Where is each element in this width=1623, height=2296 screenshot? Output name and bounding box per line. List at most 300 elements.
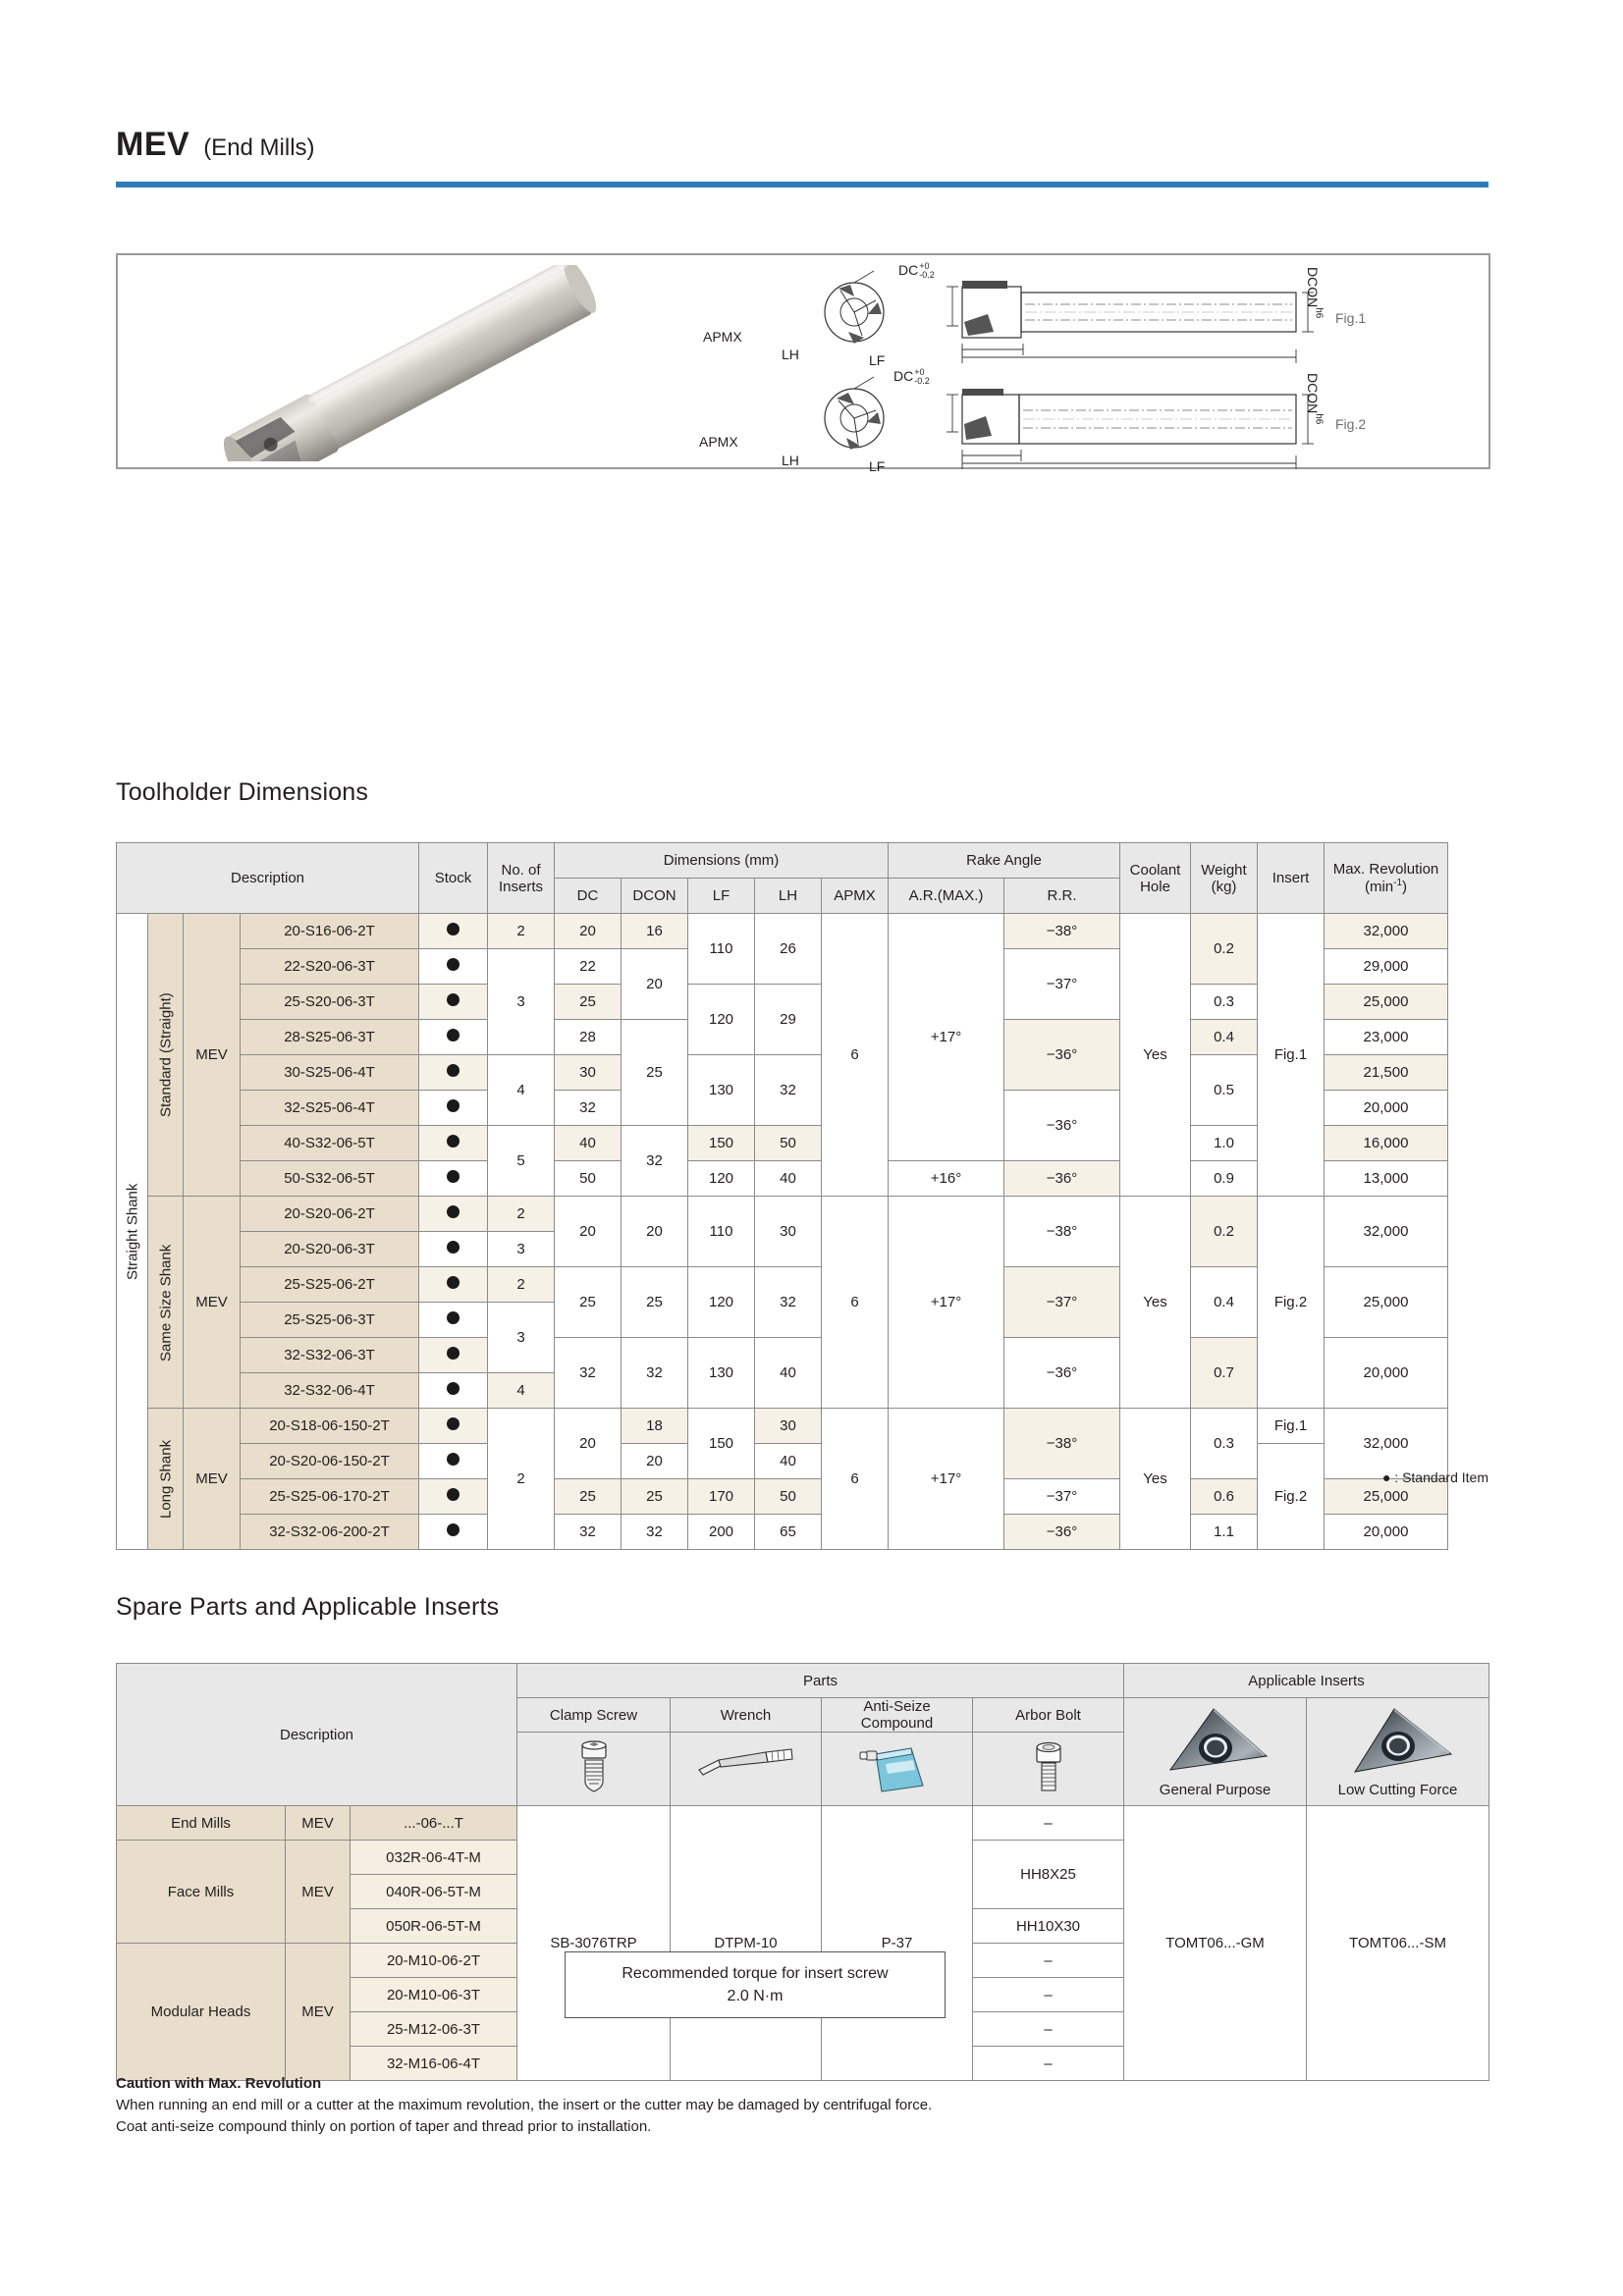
row-desc: 30-S25-06-4T [241, 1055, 419, 1091]
fig2-dc-label [893, 368, 930, 387]
clamp-screw-icon [574, 1738, 614, 1795]
row-dc: 32 [555, 1338, 622, 1409]
title-divider [116, 182, 1488, 187]
clamp-screw-icon-cell [517, 1733, 671, 1806]
row-stock [419, 1055, 488, 1091]
standard-item-dot [447, 923, 460, 935]
th-parts-group: Parts [517, 1664, 1124, 1698]
group-end-mills: End Mills [117, 1806, 286, 1841]
row-dcon: 16 [622, 914, 688, 949]
row-dcon: 20 [622, 949, 688, 1020]
row-rr: −38° [1004, 1197, 1120, 1267]
group-modular-heads: Modular Heads [117, 1944, 286, 2081]
table-row [117, 1161, 1448, 1197]
row-desc: 20-S18-06-150-2T [241, 1409, 419, 1444]
fig1-dc-text: DC [898, 262, 919, 279]
row-lf: 150 [688, 1126, 755, 1161]
row-dcon: 25 [622, 1479, 688, 1515]
fig1-dc-tol-up: +0 [919, 261, 930, 271]
arbor-bolt-icon-cell [973, 1733, 1124, 1806]
table-row [117, 985, 1448, 1020]
standard-item-dot [447, 1276, 460, 1289]
row-stock [419, 1161, 488, 1197]
row-stock [419, 1303, 488, 1338]
table-row [117, 1126, 1448, 1161]
row-weight: 0.4 [1191, 1020, 1258, 1055]
torque-note-line1: Recommended torque for insert screw [622, 1964, 889, 1982]
wrench-icon-cell [671, 1733, 822, 1806]
th-no-of-inserts-l1: No. of [501, 861, 541, 879]
fig1-dcon-text: DCON [1305, 267, 1321, 308]
th-max-rev-l3: ) [1402, 879, 1408, 895]
row-lh: 40 [755, 1444, 822, 1479]
fig1-dcon-label [1305, 267, 1325, 318]
low-cutting-force-insert-icon [1339, 1705, 1457, 1778]
row-lf: 120 [688, 985, 755, 1055]
standard-item-dot [447, 1205, 460, 1218]
row-inserts: 2 [488, 1267, 555, 1303]
standard-item-dot [447, 1170, 460, 1183]
table-row [117, 1267, 1448, 1303]
th-apmx: APMX [822, 879, 889, 914]
row-desc: 20-S16-06-2T [241, 914, 419, 949]
row-lh: 30 [755, 1409, 822, 1444]
cell-arbor-bolt: – [973, 1944, 1124, 1978]
row-dc: 32 [555, 1515, 622, 1550]
general-purpose-insert-icon [1157, 1705, 1274, 1778]
cell-arbor-bolt: – [973, 2047, 1124, 2081]
cell-wrench: DTPM-10 [671, 1806, 822, 2081]
row-dcon: 18 [622, 1409, 688, 1444]
row-stock [419, 1444, 488, 1479]
row-stock [419, 1197, 488, 1232]
th-anti-seize-l2: Compound [860, 1715, 934, 1732]
row-dc: 25 [555, 985, 622, 1020]
section-same-size-shank: Same Size Shank [148, 1197, 184, 1409]
series-label-same-size: MEV [184, 1197, 241, 1409]
toolholder-dimensions-table [116, 842, 1448, 1550]
row-rr: −37° [1004, 949, 1120, 1020]
row-dcon: 20 [622, 1444, 688, 1479]
row-rr: −36° [1004, 1161, 1120, 1197]
row-inserts: 4 [488, 1373, 555, 1409]
row-stock [419, 1515, 488, 1550]
spare-header-row-1 [117, 1664, 1489, 1698]
row-dc: 20 [555, 1197, 622, 1267]
fig2-dcon-text: DCON [1305, 373, 1321, 414]
th-dimensions-group: Dimensions (mm) [555, 843, 889, 879]
row-dcon: 32 [622, 1126, 688, 1197]
table-row [117, 1338, 1448, 1373]
row-weight: 0.5 [1191, 1055, 1258, 1126]
fig1-drawing [805, 267, 1492, 365]
th-rake-angle-group: Rake Angle [889, 843, 1120, 879]
series-label-end-mills: MEV [286, 1806, 351, 1841]
row-lh: 26 [755, 914, 822, 985]
row-maxrev: 32,000 [1325, 914, 1448, 949]
standard-item-dot [447, 1029, 460, 1041]
th-weight-l1: Weight [1201, 861, 1247, 879]
row-desc: 40-S32-06-5T [241, 1126, 419, 1161]
row-ar: +16° [889, 1161, 1004, 1197]
low-cutting-force-label: Low Cutting Force [1337, 1782, 1458, 1798]
torque-note-box [565, 1951, 946, 2018]
row-stock [419, 1373, 488, 1409]
fig2-dcon-label [1305, 373, 1325, 424]
row-stock [419, 1020, 488, 1055]
caution-line-1: When running an end mill or a cutter at the maximum revolution, the insert or the cutter may be damaged by centrifugal force. [116, 2096, 933, 2113]
table-row [117, 914, 1448, 949]
fig1-lf-label: LF [869, 352, 886, 368]
caution-line-2: Coat anti-seize compound thinly on portion of taper and thread prior to installation. [116, 2117, 652, 2135]
fig2-dcon-sup: h6 [1313, 413, 1325, 425]
th-anti-seize-compound [822, 1698, 973, 1733]
insert-low-cutting-force-cell [1307, 1698, 1489, 1806]
row-maxrev: 20,000 [1325, 1091, 1448, 1126]
fig2-caption: Fig.2 [1335, 416, 1367, 432]
row-weight: 0.9 [1191, 1161, 1258, 1197]
row-stock [419, 1232, 488, 1267]
row-dc: 50 [555, 1161, 622, 1197]
row-desc: 22-S20-06-3T [241, 949, 419, 985]
table-row [117, 1055, 1448, 1091]
th-no-of-inserts-l2: Inserts [498, 878, 543, 895]
series-label-modular-heads: MEV [286, 1944, 351, 2081]
row-weight: 0.4 [1191, 1267, 1258, 1338]
section-standard-straight: Standard (Straight) [148, 914, 184, 1197]
row-insert: Fig.1 [1258, 1409, 1325, 1444]
row-maxrev: 29,000 [1325, 949, 1448, 985]
row-insert: Fig.2 [1258, 1197, 1325, 1409]
row-desc: 20-S20-06-2T [241, 1197, 419, 1232]
row-maxrev: 25,000 [1325, 985, 1448, 1020]
fig2-dc-tol-dn: -0.2 [914, 376, 930, 387]
row-inserts: 5 [488, 1126, 555, 1197]
row-inserts: 2 [488, 1197, 555, 1232]
series-label-face-mills: MEV [286, 1841, 351, 1944]
row-dc: 25 [555, 1479, 622, 1515]
fig1-apmx-label: APMX [703, 329, 742, 345]
th-applicable-inserts-group: Applicable Inserts [1124, 1664, 1489, 1698]
fig1-lh-label: LH [782, 347, 799, 362]
row-desc: 32-S32-06-4T [241, 1373, 419, 1409]
row-maxrev: 20,000 [1325, 1338, 1448, 1409]
cell-clamp-screw: SB-3076TRP [517, 1806, 671, 2081]
row-apmx: 6 [822, 1197, 889, 1409]
row-lf: 200 [688, 1515, 755, 1550]
row-rr: −38° [1004, 914, 1120, 949]
row-lf: 110 [688, 914, 755, 985]
table-row [117, 1515, 1448, 1550]
row-stock [419, 1126, 488, 1161]
row-maxrev: 25,000 [1325, 1267, 1448, 1338]
arbor-bolt-icon [1030, 1738, 1067, 1795]
row-ar: +17° [889, 1409, 1004, 1550]
row-stock [419, 985, 488, 1020]
th-stock: Stock [419, 843, 488, 914]
row-desc: 32-S25-06-4T [241, 1091, 419, 1126]
row-maxrev: 16,000 [1325, 1126, 1448, 1161]
th-coolant-hole [1120, 843, 1191, 914]
standard-item-dot [447, 1241, 460, 1254]
row-inserts: 3 [488, 949, 555, 1055]
wrench-icon [691, 1742, 801, 1791]
row-inserts: 2 [488, 1409, 555, 1550]
row-lh: 40 [755, 1338, 822, 1409]
row-inserts: 2 [488, 914, 555, 949]
standard-item-dot [447, 993, 460, 1006]
toolholder-heading: Toolholder Dimensions [116, 778, 369, 806]
series-label-standard: MEV [184, 914, 241, 1197]
row-lf: 120 [688, 1267, 755, 1338]
end-mill-photo [157, 265, 707, 461]
page-title [116, 126, 315, 164]
standard-item-dot [447, 1453, 460, 1466]
cell-anti-seize: P-37 [822, 1806, 973, 2081]
th-dc: DC [555, 879, 622, 914]
row-inserts: 4 [488, 1055, 555, 1126]
standard-item-dot [447, 1488, 460, 1501]
section-long-shank: Long Shank [148, 1409, 184, 1550]
th-arbor-bolt: Arbor Bolt [973, 1698, 1124, 1733]
row-desc: 25-S25-06-170-2T [241, 1479, 419, 1515]
cell-arbor-bolt: – [973, 2012, 1124, 2047]
spare-parts-table [116, 1663, 1489, 2081]
fig2-dc-text: DC [893, 368, 914, 385]
row-lh: 30 [755, 1197, 822, 1267]
th-clamp-screw: Clamp Screw [517, 1698, 671, 1733]
row-lf: 130 [688, 1338, 755, 1409]
th-anti-seize-l1: Anti-Seize [863, 1698, 931, 1715]
row-weight: 0.2 [1191, 1197, 1258, 1267]
group-face-mills: Face Mills [117, 1841, 286, 1944]
row-coolant: Yes [1120, 1409, 1191, 1550]
row-desc: 20-S20-06-150-2T [241, 1444, 419, 1479]
row-desc: 20-S20-06-3T [241, 1232, 419, 1267]
row-code: 25-M12-06-3T [351, 2012, 517, 2047]
fig2-apmx-label: APMX [699, 434, 738, 450]
caution-block [116, 2073, 932, 2137]
fig1-dc-tol-dn: -0.2 [919, 270, 935, 281]
row-apmx: 6 [822, 914, 889, 1197]
row-ar: +17° [889, 1197, 1004, 1409]
row-code: 32-M16-06-4T [351, 2047, 517, 2081]
row-desc: 50-S32-06-5T [241, 1161, 419, 1197]
th-no-of-inserts [488, 843, 555, 914]
series-label-long-shank: MEV [184, 1409, 241, 1550]
row-dc: 20 [555, 914, 622, 949]
row-lf: 150 [688, 1409, 755, 1479]
fig2-lf-label: LF [869, 458, 886, 474]
row-lh: 29 [755, 985, 822, 1055]
row-rr: −37° [1004, 1267, 1120, 1338]
cell-arbor-bolt: – [973, 1978, 1124, 2012]
row-maxrev: 32,000 [1325, 1197, 1448, 1267]
row-stock [419, 914, 488, 949]
row-dcon: 32 [622, 1515, 688, 1550]
page-title-main: MEV [116, 126, 190, 163]
row-code: ...-06-...T [351, 1806, 517, 1841]
standard-item-dot [447, 1135, 460, 1148]
th-rr: R.R. [1004, 879, 1120, 914]
standard-item-dot [447, 1311, 460, 1324]
standard-item-dot [447, 958, 460, 971]
row-dc: 22 [555, 949, 622, 985]
fig1-dcon-sup: h6 [1313, 307, 1325, 319]
insert-general-purpose-cell [1124, 1698, 1307, 1806]
row-dcon: 25 [622, 1267, 688, 1338]
row-weight: 0.6 [1191, 1479, 1258, 1515]
row-desc: 32-S32-06-200-2T [241, 1515, 419, 1550]
row-maxrev: 25,000 [1325, 1479, 1448, 1515]
cell-low-cutting-force-insert: TOMT06...-SM [1307, 1806, 1489, 2081]
row-code: 032R-06-4T-M [351, 1841, 517, 1875]
row-lf: 110 [688, 1197, 755, 1267]
row-lh: 50 [755, 1126, 822, 1161]
row-code: 20-M10-06-2T [351, 1944, 517, 1978]
th-max-revolution [1325, 843, 1448, 914]
group-straight-shank: Straight Shank [117, 914, 148, 1550]
row-rr: −36° [1004, 1020, 1120, 1091]
standard-item-legend: ● : Standard Item [1381, 1469, 1488, 1485]
row-dc: 20 [555, 1409, 622, 1479]
standard-item-dot [447, 1523, 460, 1536]
row-dcon: 32 [622, 1338, 688, 1409]
table-row [117, 1806, 1489, 1841]
row-weight: 1.0 [1191, 1126, 1258, 1161]
row-dc: 28 [555, 1020, 622, 1055]
row-lf: 120 [688, 1161, 755, 1197]
row-lf: 130 [688, 1055, 755, 1126]
row-dc: 30 [555, 1055, 622, 1091]
row-stock [419, 1409, 488, 1444]
row-code: 20-M10-06-3T [351, 1978, 517, 2012]
row-lf: 170 [688, 1479, 755, 1515]
spare-parts-heading: Spare Parts and Applicable Inserts [116, 1593, 500, 1621]
row-rr: −38° [1004, 1409, 1120, 1479]
row-desc: 25-S25-06-2T [241, 1267, 419, 1303]
fig2-lh-label: LH [782, 453, 799, 468]
page-title-subtitle: (End Mills) [203, 134, 315, 161]
th-max-rev-sup: -1 [1393, 878, 1403, 888]
row-stock [419, 1338, 488, 1373]
th-wrench: Wrench [671, 1698, 822, 1733]
th-lh: LH [755, 879, 822, 914]
fig2-dc-tol-up: +0 [914, 367, 925, 377]
row-insert: Fig.2 [1258, 1444, 1325, 1550]
row-lh: 50 [755, 1479, 822, 1515]
table-row [117, 1479, 1448, 1515]
row-stock [419, 949, 488, 985]
fig1-caption: Fig.1 [1335, 310, 1367, 326]
th-weight-l2: (kg) [1211, 878, 1237, 895]
row-apmx: 6 [822, 1409, 889, 1550]
torque-note-line2: 2.0 N·m [727, 1988, 784, 2004]
cell-arbor-bolt: – [973, 1806, 1124, 1841]
th-insert: Insert [1258, 843, 1325, 914]
row-rr: −37° [1004, 1479, 1120, 1515]
row-weight: 0.3 [1191, 1409, 1258, 1479]
row-desc: 25-S20-06-3T [241, 985, 419, 1020]
row-weight: 1.1 [1191, 1515, 1258, 1550]
row-desc: 28-S25-06-3T [241, 1020, 419, 1055]
fig1-dc-label [898, 262, 935, 281]
standard-item-dot [447, 1064, 460, 1077]
row-stock [419, 1479, 488, 1515]
standard-item-dot [447, 1382, 460, 1395]
standard-item-dot [447, 1417, 460, 1430]
row-coolant: Yes [1120, 1197, 1191, 1409]
row-maxrev: 23,000 [1325, 1020, 1448, 1055]
caution-title: Caution with Max. Revolution [116, 2075, 322, 2092]
row-code: 050R-06-5T-M [351, 1909, 517, 1944]
row-weight: 0.3 [1191, 985, 1258, 1020]
row-insert: Fig.1 [1258, 914, 1325, 1197]
row-weight: 0.7 [1191, 1338, 1258, 1409]
product-figure-box [116, 253, 1490, 474]
th-coolant-l1: Coolant [1129, 861, 1181, 879]
row-desc: 25-S25-06-3T [241, 1303, 419, 1338]
row-dc: 25 [555, 1267, 622, 1338]
row-desc: 32-S32-06-3T [241, 1338, 419, 1373]
th-weight [1191, 843, 1258, 914]
toolholder-header-row-1 [117, 843, 1448, 879]
row-maxrev: 13,000 [1325, 1161, 1448, 1197]
row-lh: 32 [755, 1055, 822, 1126]
row-ar: +17° [889, 914, 1004, 1161]
th-ar-max: A.R.(MAX.) [889, 879, 1004, 914]
row-stock [419, 1267, 488, 1303]
th-dcon: DCON [622, 879, 688, 914]
row-dc: 32 [555, 1091, 622, 1126]
row-lh: 65 [755, 1515, 822, 1550]
th-max-rev-l2: (min [1364, 879, 1394, 895]
table-row [117, 1197, 1448, 1232]
row-lh: 40 [755, 1161, 822, 1197]
row-rr: −36° [1004, 1515, 1120, 1550]
cell-general-purpose-insert: TOMT06...-GM [1124, 1806, 1307, 2081]
standard-item-dot [447, 1347, 460, 1360]
row-dcon: 25 [622, 1020, 688, 1126]
anti-seize-compound-icon [856, 1738, 939, 1795]
fig2-drawing [805, 373, 1492, 471]
th-description: Description [117, 843, 419, 914]
table-row [117, 1409, 1448, 1444]
row-weight: 0.2 [1191, 914, 1258, 985]
th-spare-description: Description [117, 1664, 517, 1806]
row-stock [419, 1091, 488, 1126]
row-lh: 32 [755, 1267, 822, 1338]
row-code: 040R-06-5T-M [351, 1875, 517, 1909]
row-inserts: 3 [488, 1303, 555, 1373]
anti-seize-tube-icon-cell [822, 1733, 973, 1806]
cell-arbor-bolt: HH8X25 [973, 1841, 1124, 1909]
row-maxrev: 20,000 [1325, 1515, 1448, 1550]
standard-item-dot [447, 1099, 460, 1112]
cell-arbor-bolt: HH10X30 [973, 1909, 1124, 1944]
row-coolant: Yes [1120, 914, 1191, 1197]
row-inserts: 3 [488, 1232, 555, 1267]
row-dcon: 20 [622, 1197, 688, 1267]
row-dc: 40 [555, 1126, 622, 1161]
th-max-rev-l1: Max. Revolution [1332, 861, 1439, 878]
th-coolant-l2: Hole [1140, 878, 1170, 895]
row-maxrev: 32,000 [1325, 1409, 1448, 1479]
row-rr: −36° [1004, 1338, 1120, 1409]
row-maxrev: 21,500 [1325, 1055, 1448, 1091]
general-purpose-label: General Purpose [1159, 1782, 1271, 1798]
th-lf: LF [688, 879, 755, 914]
